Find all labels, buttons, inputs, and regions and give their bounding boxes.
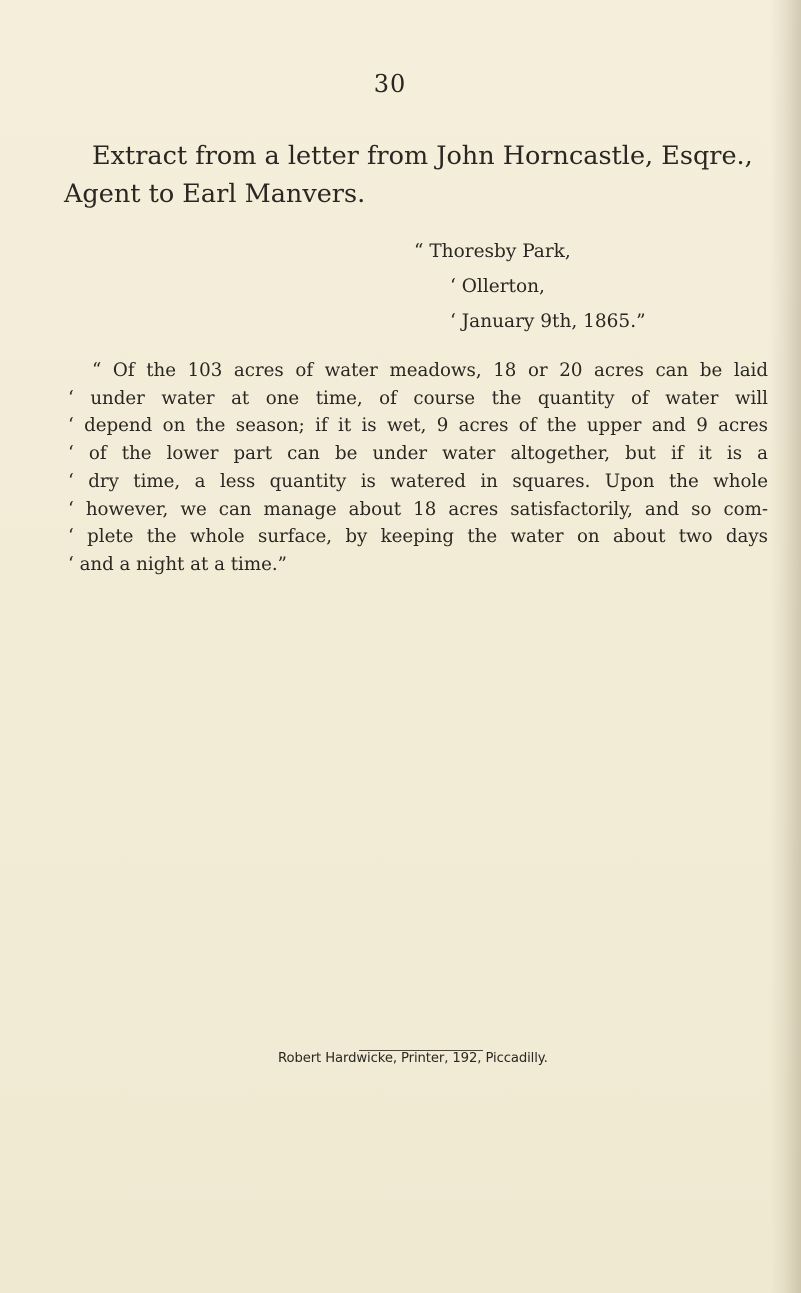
heading-line-2: Agent to Earl Manvers. xyxy=(64,179,366,209)
body-line: ‘ dry time, a less quantity is watered in squares. Upon the whole xyxy=(68,470,768,492)
body-line: ‘ plete the whole surface, by keeping the water on about two days xyxy=(68,526,768,548)
body-line: ‘ under water at one time, of course the quantity of water will xyxy=(68,387,768,409)
address-line: ‘ Ollerton, xyxy=(450,276,545,297)
page-number: 30 xyxy=(373,70,407,98)
body-line: ‘ and a night at a time.” xyxy=(68,553,287,575)
body-line: ‘ however, we can manage about 18 acres satisfactorily, and so com- xyxy=(68,498,768,520)
letter-address xyxy=(400,234,780,339)
body-line: “ Of the 103 acres of water meadows, 18 or 20 acres can be laid xyxy=(92,360,768,381)
letter-body xyxy=(68,357,768,579)
body-line: ‘ depend on the season; if it is wet, 9 acres of the upper and 9 acres xyxy=(68,415,768,437)
extract-heading xyxy=(64,137,764,213)
address-line: ‘ January 9th, 1865.” xyxy=(450,311,646,332)
body-line: ‘ of the lower part can be under water altogether, but if it is a xyxy=(68,443,768,465)
address-line: “ Thoresby Park, xyxy=(414,241,571,262)
printer-imprint: Robert Hardwicke, Printer, 192, Piccadilly. xyxy=(278,1051,548,1066)
heading-line-1: Extract from a letter from John Horncastle, Esqre., xyxy=(92,141,753,171)
